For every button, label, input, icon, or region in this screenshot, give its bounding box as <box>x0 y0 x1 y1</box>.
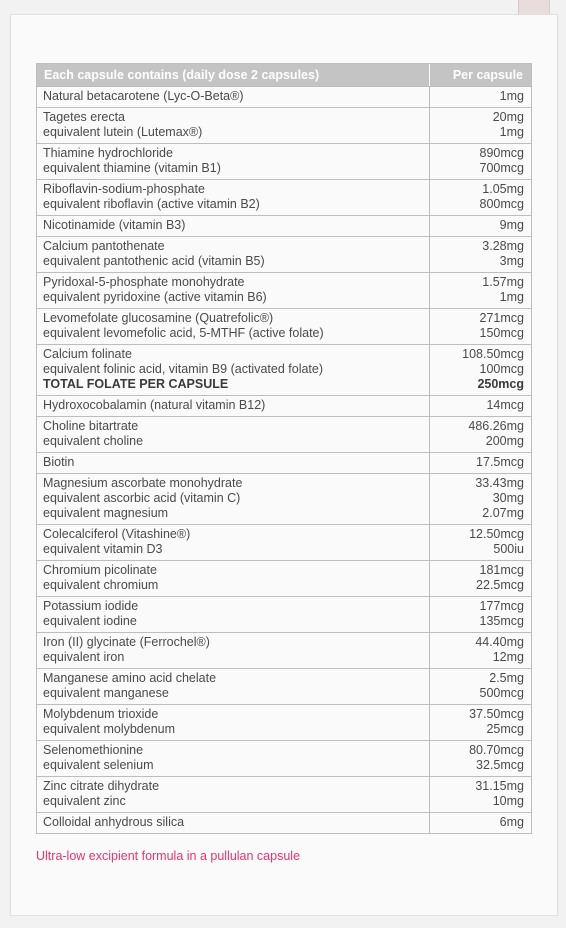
table-header <box>37 64 531 86</box>
amount-cell <box>430 633 531 668</box>
ingredient-name: equivalent riboflavin (active vitamin B2) <box>43 197 260 211</box>
ingredient-amount: 181mcg <box>479 563 524 577</box>
ingredient-cell <box>37 273 430 308</box>
amount-cell <box>430 705 531 740</box>
table-row <box>37 452 531 473</box>
amount-cell <box>430 87 531 107</box>
ingredient-name: Levomefolate glucosamine (Quatrefolic®) <box>43 311 274 325</box>
table-row <box>37 596 531 632</box>
ingredient-name: equivalent pyridoxine (active vitamin B6) <box>43 290 267 304</box>
ingredient-cell <box>37 345 430 395</box>
ingredient-amount: 271mcg <box>479 311 524 325</box>
ingredient-cell <box>37 813 430 833</box>
ingredient-amount: 14mcg <box>486 398 524 412</box>
ingredient-name: Potassium iodide <box>43 599 139 613</box>
amount-cell <box>430 180 531 215</box>
ingredient-cell <box>37 237 430 272</box>
amount-cell <box>430 216 531 236</box>
ingredient-amount: 22.5mcg <box>476 578 524 592</box>
ingredient-amount: 30mg <box>492 491 524 505</box>
amount-cell <box>430 777 531 812</box>
ingredient-amount: 37.50mcg <box>469 707 524 721</box>
ingredient-name: Manganese amino acid chelate <box>43 671 217 685</box>
ingredient-name: equivalent lutein (Lutemax®) <box>43 125 203 139</box>
ingredient-name: equivalent selenium <box>43 758 154 772</box>
table-row <box>37 107 531 143</box>
ingredient-amount: 12mg <box>492 650 524 664</box>
ingredient-name: equivalent iron <box>43 650 125 664</box>
ingredient-name: equivalent folinic acid, vitamin B9 (activated folate) <box>43 362 324 376</box>
ingredient-amount: 9mg <box>499 218 524 232</box>
ingredient-cell <box>37 561 430 596</box>
amount-cell <box>430 813 531 833</box>
table-body <box>37 86 531 833</box>
ingredient-name: equivalent iodine <box>43 614 137 628</box>
ingredient-amount: 31.15mg <box>475 779 524 793</box>
ingredient-name: equivalent thiamine (vitamin B1) <box>43 161 221 175</box>
table-row <box>37 215 531 236</box>
ingredient-cell <box>37 597 430 632</box>
ingredient-cell <box>37 705 430 740</box>
ingredient-amount: 1mg <box>499 290 524 304</box>
amount-cell <box>430 597 531 632</box>
ingredient-amount: 1.57mg <box>482 275 524 289</box>
ingredient-amount: 10mg <box>492 794 524 808</box>
ingredient-amount: 500iu <box>493 542 524 556</box>
ingredient-amount: 500mcg <box>479 686 524 700</box>
ingredient-amount: 80.70mcg <box>469 743 524 757</box>
ingredient-amount: 100mcg <box>479 362 524 376</box>
amount-cell <box>430 525 531 560</box>
ingredient-amount: 1mg <box>499 125 524 139</box>
table-row <box>37 473 531 524</box>
ingredient-name: Selenomethionine <box>43 743 144 757</box>
ingredient-name: Colloidal anhydrous silica <box>43 815 185 829</box>
ingredient-name: Natural betacarotene (Lyc-O-Beta®) <box>43 89 244 103</box>
table-row <box>37 308 531 344</box>
ingredient-name: equivalent pantothenic acid (vitamin B5) <box>43 254 265 268</box>
ingredient-cell <box>37 144 430 179</box>
ingredient-name: Zinc citrate dihydrate <box>43 779 160 793</box>
amount-cell <box>430 417 531 452</box>
amount-cell <box>430 741 531 776</box>
table-row <box>37 272 531 308</box>
footnote: Ultra-low excipient formula in a pullulan capsule <box>36 849 301 863</box>
table-row <box>37 86 531 107</box>
ingredient-amount: 33.43mg <box>475 476 524 490</box>
ingredient-cell <box>37 87 430 107</box>
ingredient-name: Thiamine hydrochloride <box>43 146 173 160</box>
ingredient-name: equivalent ascorbic acid (vitamin C) <box>43 491 241 505</box>
amount-cell <box>430 561 531 596</box>
ingredient-amount: 486.26mg <box>468 419 524 433</box>
amount-cell <box>430 108 531 143</box>
table-row <box>37 344 531 395</box>
ingredient-amount: 1mg <box>499 89 524 103</box>
ingredient-amount: 108.50mcg <box>462 347 524 361</box>
table-row <box>37 740 531 776</box>
ingredient-amount: 17.5mcg <box>476 455 524 469</box>
ingredient-cell <box>37 741 430 776</box>
ingredient-amount: 12.50mcg <box>469 527 524 541</box>
ingredient-name: Hydroxocobalamin (natural vitamin B12) <box>43 398 266 412</box>
ingredient-cell <box>37 474 430 524</box>
table-row <box>37 143 531 179</box>
amount-cell <box>430 309 531 344</box>
ingredient-cell <box>37 669 430 704</box>
ingredient-amount: 150mcg <box>479 326 524 340</box>
ingredient-cell <box>37 180 430 215</box>
ingredient-amount: 890mcg <box>479 146 524 160</box>
table-row <box>37 812 531 833</box>
table-row <box>37 395 531 416</box>
ingredient-cell <box>37 108 430 143</box>
ingredient-cell <box>37 417 430 452</box>
ingredient-amount: 200mg <box>485 434 524 448</box>
ingredient-amount: 2.5mg <box>489 671 524 685</box>
ingredient-name: equivalent chromium <box>43 578 159 592</box>
ingredient-name: equivalent magnesium <box>43 506 169 520</box>
ingredient-name: Colecalciferol (Vitashine®) <box>43 527 191 541</box>
ingredient-amount: 25mcg <box>486 722 524 736</box>
amount-cell <box>430 396 531 416</box>
ingredient-name: equivalent choline <box>43 434 144 448</box>
ingredient-name: equivalent molybdenum <box>43 722 176 736</box>
ingredients-table <box>36 63 532 834</box>
ingredient-name: Iron (II) glycinate (Ferrochel®) <box>43 635 210 649</box>
ingredient-name: equivalent vitamin D3 <box>43 542 163 556</box>
ingredient-name: Molybdenum trioxide <box>43 707 159 721</box>
ingredient-name: TOTAL FOLATE PER CAPSULE <box>43 377 229 391</box>
table-row <box>37 236 531 272</box>
table-row <box>37 632 531 668</box>
ingredient-amount: 800mcg <box>479 197 524 211</box>
ingredient-amount: 44.40mg <box>475 635 524 649</box>
ingredient-amount: 2.07mg <box>482 506 524 520</box>
ingredient-name: Choline bitartrate <box>43 419 139 433</box>
ingredient-cell <box>37 777 430 812</box>
ingredient-cell <box>37 396 430 416</box>
table-row <box>37 524 531 560</box>
ingredient-amount: 3mg <box>499 254 524 268</box>
ingredient-amount: 135mcg <box>479 614 524 628</box>
table-row <box>37 704 531 740</box>
ingredient-cell <box>37 309 430 344</box>
amount-cell <box>430 453 531 473</box>
ingredient-name: Riboflavin-sodium-phosphate <box>43 182 205 196</box>
table-row <box>37 560 531 596</box>
ingredient-name: Calcium pantothenate <box>43 239 165 253</box>
ingredient-name: Tagetes erecta <box>43 110 125 124</box>
ingredient-amount: 3.28mg <box>482 239 524 253</box>
table-row <box>37 179 531 215</box>
ingredient-name: equivalent zinc <box>43 794 126 808</box>
ingredient-name: Pyridoxal-5-phosphate monohydrate <box>43 275 245 289</box>
ingredient-amount: 700mcg <box>479 161 524 175</box>
amount-cell <box>430 273 531 308</box>
ingredient-name: Magnesium ascorbate monohydrate <box>43 476 243 490</box>
ingredient-name: Calcium folinate <box>43 347 132 361</box>
ingredient-name: Biotin <box>43 455 75 469</box>
ingredient-cell <box>37 633 430 668</box>
ingredient-amount: 20mg <box>492 110 524 124</box>
ingredient-amount: 250mcg <box>477 377 524 391</box>
ingredient-name: Nicotinamide (vitamin B3) <box>43 218 186 232</box>
ingredient-amount: 1.05mg <box>482 182 524 196</box>
ingredient-amount: 177mcg <box>479 599 524 613</box>
ingredient-amount: 6mg <box>499 815 524 829</box>
amount-cell <box>430 474 531 524</box>
table-row <box>37 776 531 812</box>
amount-cell <box>430 669 531 704</box>
amount-cell <box>430 237 531 272</box>
ingredient-cell <box>37 525 430 560</box>
ingredient-name: equivalent manganese <box>43 686 169 700</box>
amount-cell <box>430 144 531 179</box>
amount-cell <box>430 345 531 395</box>
table-row <box>37 416 531 452</box>
header-per-capsule: Per capsule <box>452 68 523 82</box>
ingredient-name: Chromium picolinate <box>43 563 157 577</box>
table-row <box>37 668 531 704</box>
ingredient-cell <box>37 216 430 236</box>
ingredient-amount: 32.5mcg <box>476 758 524 772</box>
ingredient-name: equivalent levomefolic acid, 5-MTHF (active folate) <box>43 326 324 340</box>
header-ingredient: Each capsule contains (daily dose 2 capsules) <box>37 64 430 86</box>
ingredient-cell <box>37 453 430 473</box>
